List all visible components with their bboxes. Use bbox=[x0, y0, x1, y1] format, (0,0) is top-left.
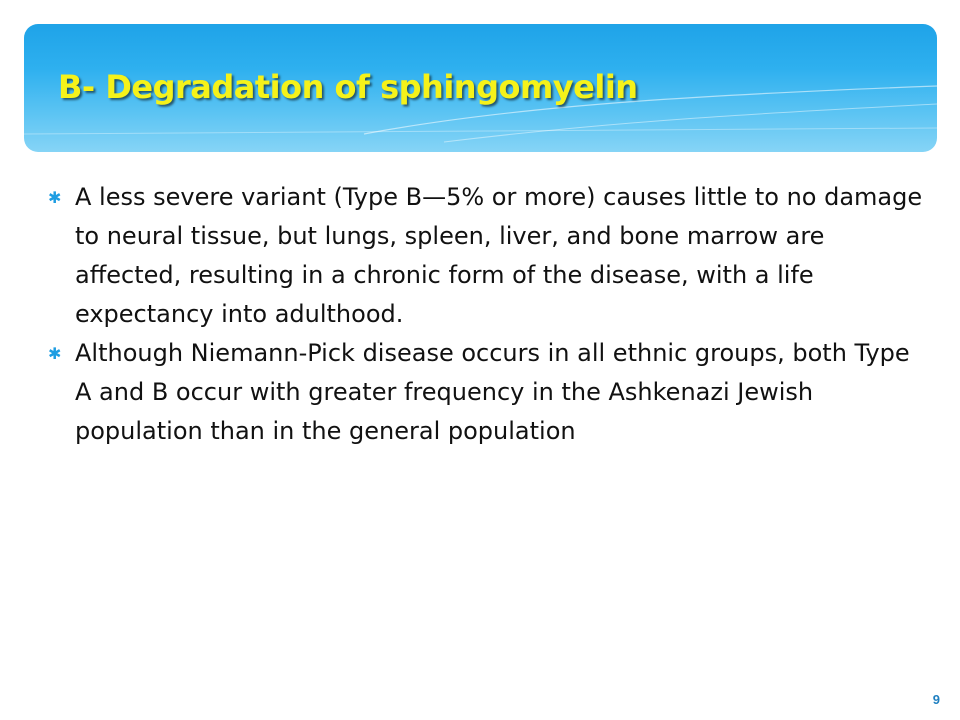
title-banner bbox=[24, 24, 937, 152]
asterisk-bullet-icon: ✱ bbox=[48, 188, 62, 207]
bullet-text: Although Niemann-Pick disease occurs in all ethnic groups, both Type A and B occur with greater frequency in the Ashkenazi Jewish population than in the general population bbox=[75, 339, 910, 445]
page-number: 9 bbox=[932, 692, 940, 707]
list-item bbox=[48, 334, 928, 451]
asterisk-bullet-icon: ✱ bbox=[48, 344, 62, 363]
slide-title: B- Degradation of sphingomyelin bbox=[58, 68, 638, 106]
bullet-text: A less severe variant (Type B—5% or more) causes little to no damage to neural tissue, but lungs, spleen, liver, and bone marrow are affected, resulting in a chronic form of the disease, with a life expectancy into adulthood. bbox=[75, 183, 923, 328]
bullet-list bbox=[48, 178, 928, 451]
list-item bbox=[48, 178, 928, 334]
